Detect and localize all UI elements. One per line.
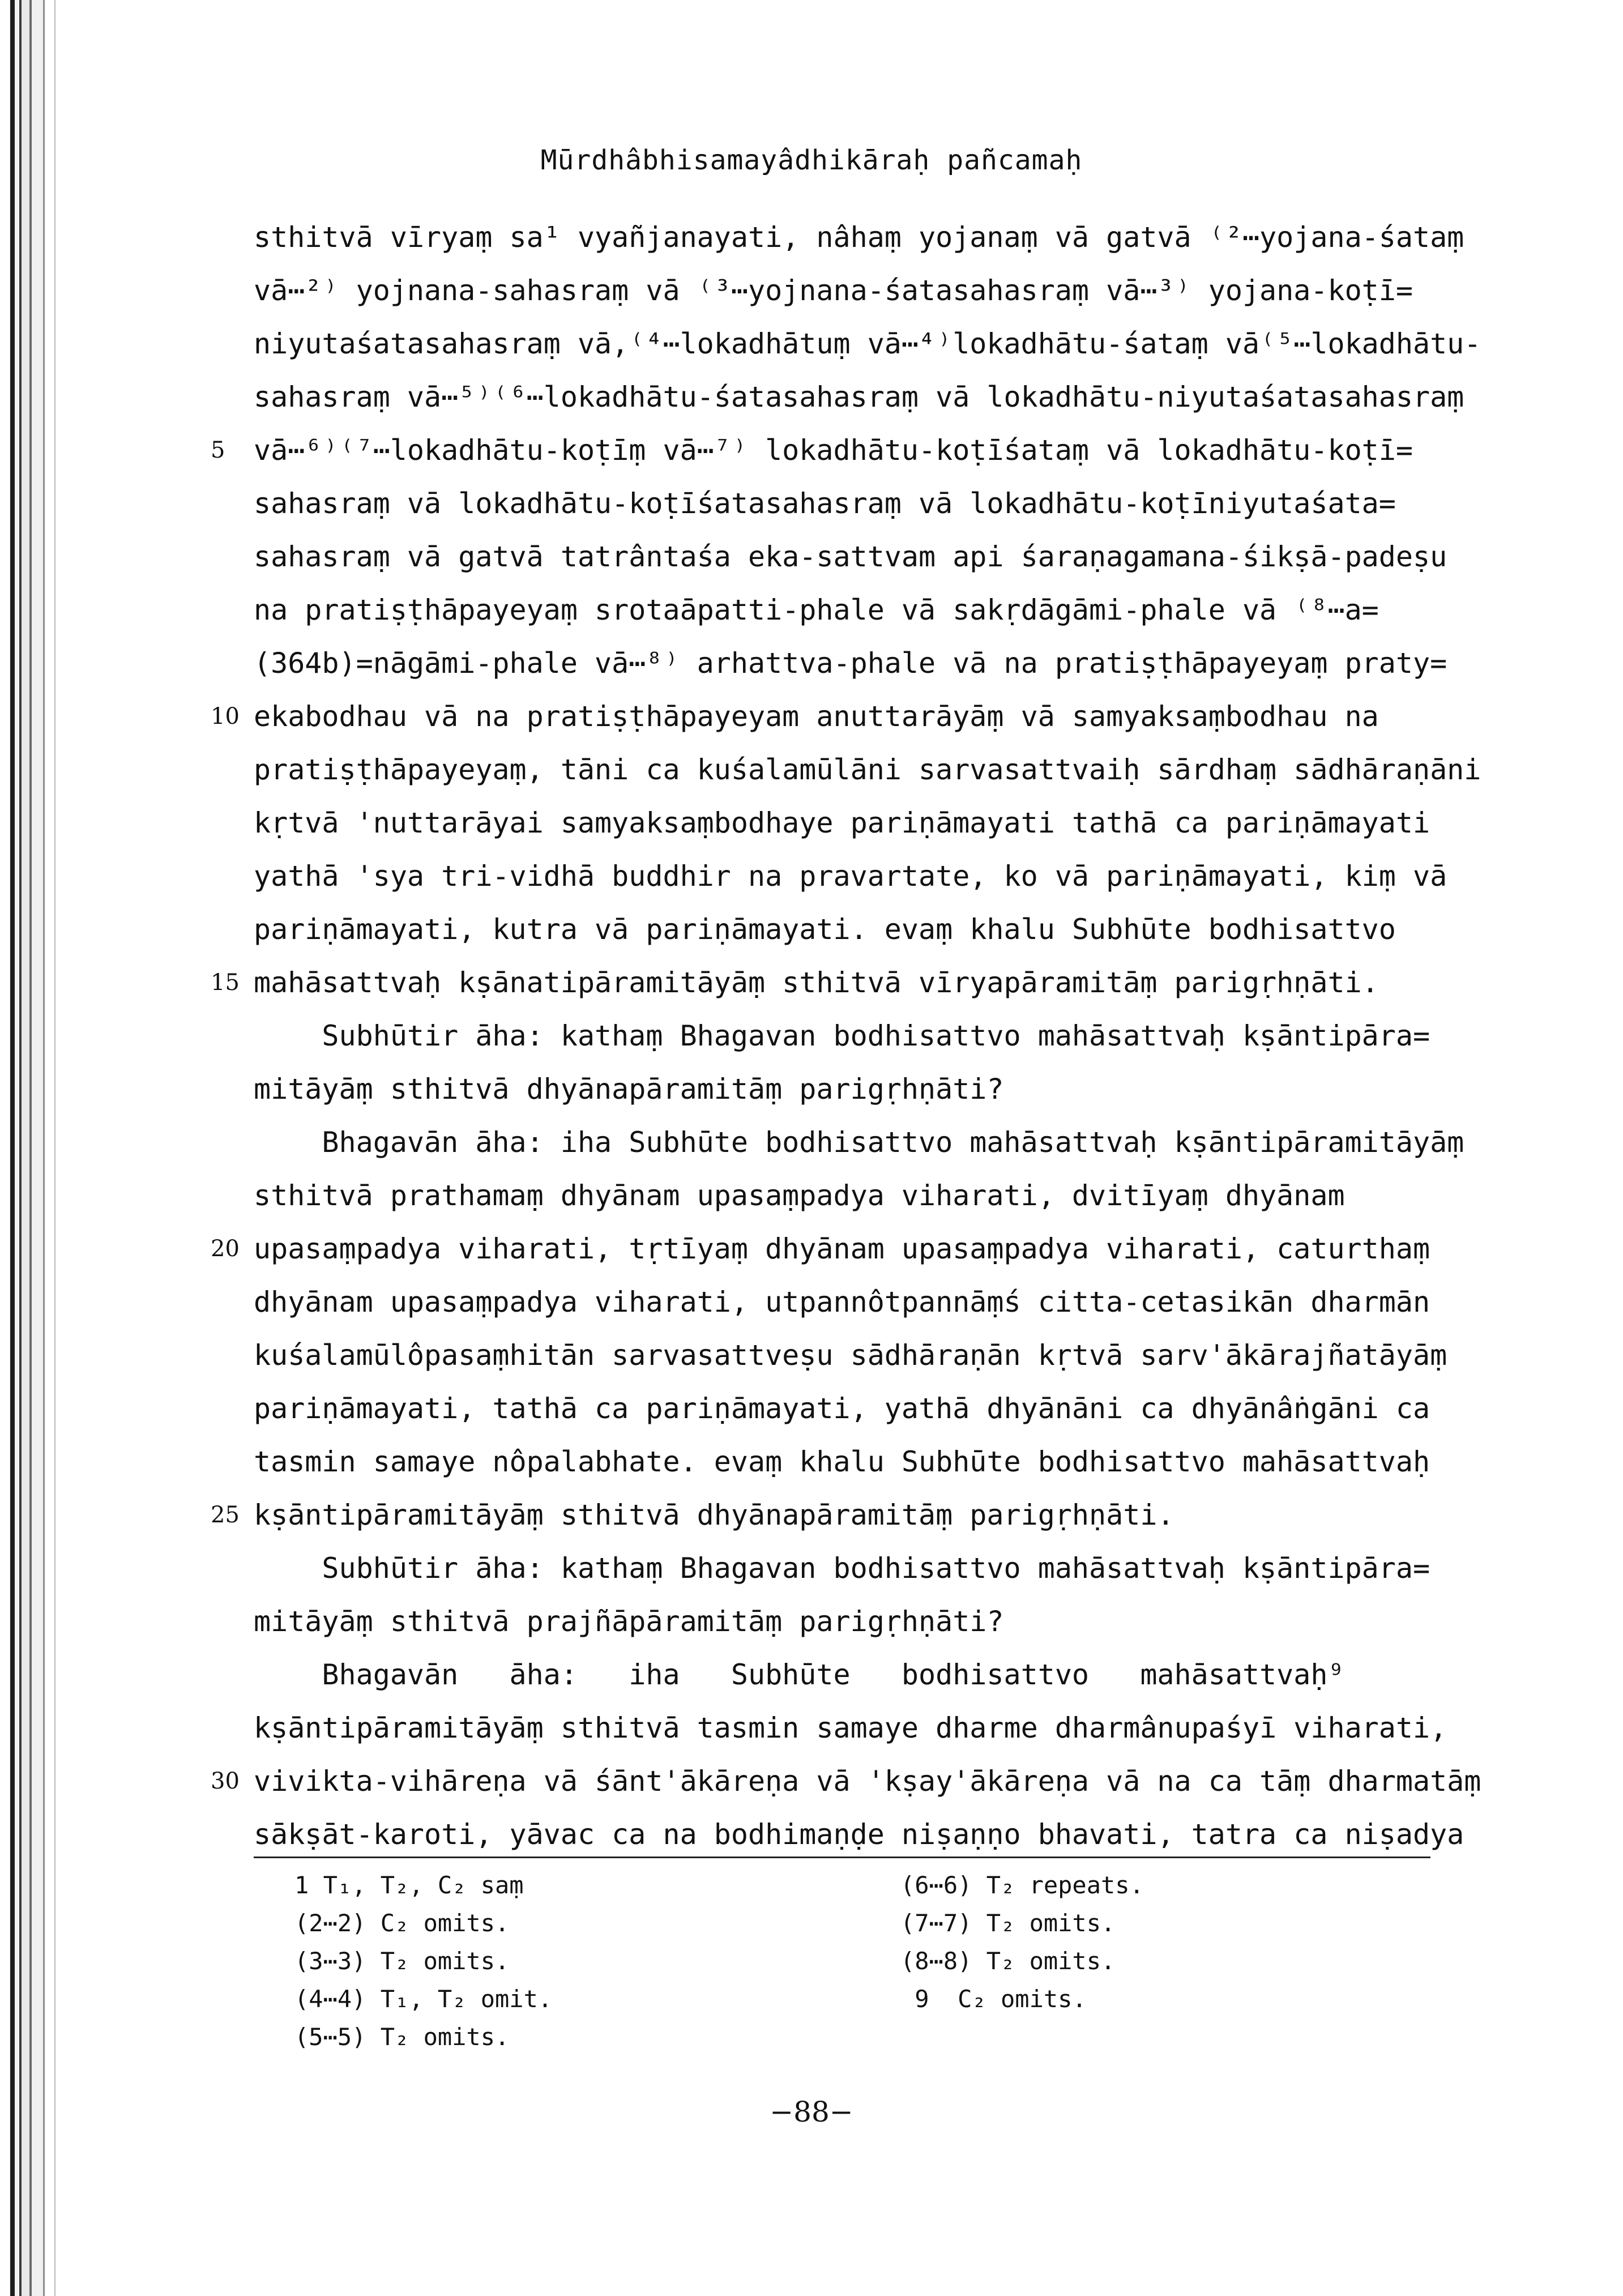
line-text: ekabodhau vā na pratiṣṭhāpayeyam anuttarāyāṃ vā samyaksaṃbodhau na: [254, 700, 1379, 733]
line-text: sahasraṃ vā lokadhātu-koṭīśatasahasraṃ vā lokadhātu-koṭīniyutaśata=: [254, 487, 1396, 520]
text-line: [254, 1116, 1464, 1169]
text-line: [254, 370, 1464, 424]
line-text: Bhagavān āha: iha Subhūte bodhisattvo mahāsattvaḥ kṣāntipāramitāyāṃ: [254, 1126, 1464, 1159]
text-line: [254, 903, 1430, 956]
line-text: tasmin samaye nôpalabhate. evaṃ khalu Subhūte bodhisattvo mahāsattvaḥ: [254, 1445, 1430, 1478]
text-line: [254, 583, 1430, 637]
text-line: [254, 530, 1447, 583]
running-head: Mūrdhâbhisamayâdhikāraḥ pañcamaḥ: [540, 144, 1083, 176]
text-line: [254, 1542, 1430, 1595]
line-text: pariṇāmayati, tathā ca pariṇāmayati, yathā dhyānāni ca dhyānâṅgāni ca: [254, 1392, 1430, 1425]
text-line: [254, 477, 1430, 530]
line-text: yathā 'sya tri-vidhā buddhir na pravartate, ko vā pariṇāmayati, kiṃ vā: [254, 860, 1447, 893]
line-text: dhyānam upasaṃpadya viharati, utpannôtpannāṃś citta-cetasikān dharmān: [254, 1286, 1430, 1318]
text-line: [254, 1701, 1447, 1755]
text-line: [211, 424, 1430, 477]
footnote-divider: [254, 1857, 1430, 1858]
text-line: [254, 796, 1430, 850]
text-line: [254, 211, 1464, 264]
footnotes-left-column: [294, 1866, 552, 2056]
text-line: [211, 690, 1430, 743]
text-line: [211, 1488, 1430, 1542]
text-line: [254, 1382, 1430, 1435]
line-text: kṛtvā 'nuttarāyai samyaksaṃbodhaye pariṇāmayati tathā ca pariṇāmayati: [254, 806, 1430, 839]
line-text: sahasraṃ vā⋯⁵⁾⁽⁶⋯lokadhātu-śatasahasraṃ vā lokadhātu-niyutaśatasahasraṃ: [254, 381, 1464, 413]
text-line: [211, 1222, 1430, 1275]
page-number: −88−: [770, 2096, 853, 2128]
line-text: na pratiṣṭhāpayeyaṃ srotaāpatti-phale vā sakṛdāgāmi-phale vā ⁽⁸⋯a=: [254, 594, 1379, 626]
line-text: mahāsattvaḥ kṣānatipāramitāyāṃ sthitvā vīryapāramitāṃ parigṛhṇāti.: [254, 966, 1379, 999]
text-line: [254, 1275, 1430, 1329]
line-number: 5: [211, 437, 225, 463]
line-text: mitāyāṃ sthitvā dhyānapāramitāṃ parigṛhṇāti?: [254, 1073, 1004, 1106]
line-text: vā⋯²⁾ yojnana-sahasraṃ vā ⁽³⋯yojnana-śatasahasraṃ vā⋯³⁾ yojana-koṭī=: [254, 274, 1413, 307]
footnote: (4⋯4) T₁, T₂ omit.: [294, 1985, 553, 2013]
line-number: 25: [211, 1502, 240, 1528]
text-line: [211, 1755, 1481, 1808]
footnote: (5⋯5) T₂ omits.: [294, 2023, 510, 2051]
line-text: sākṣāt-karoti, yāvac ca na bodhimaṇḍe niṣaṇṇo bhavati, tatra ca niṣadya: [254, 1818, 1464, 1851]
body-text: [211, 211, 1481, 1861]
footnote: (3⋯3) T₂ omits.: [294, 1947, 510, 1975]
line-text: sahasraṃ vā gatvā tatrântaśa eka-sattvam api śaraṇagamana-śikṣā-padeṣu: [254, 540, 1447, 573]
text-line: [254, 1435, 1430, 1488]
footnote: (7⋯7) T₂ omits.: [900, 1909, 1116, 1937]
line-text: kuśalamūlôpasaṃhitān sarvasattveṣu sādhāraṇān kṛtvā sarv'ākārajñatāyāṃ: [254, 1339, 1447, 1372]
footnote: (8⋯8) T₂ omits.: [900, 1947, 1116, 1975]
footnotes-right-column: [900, 1866, 1144, 2018]
text-line: [254, 1169, 1430, 1222]
text-line: [254, 1648, 1430, 1701]
text-line: [254, 1009, 1430, 1062]
line-text: mitāyāṃ sthitvā prajñāpāramitāṃ parigṛhṇāti?: [254, 1605, 1004, 1638]
line-text: vivikta-vihāreṇa vā śānt'ākāreṇa vā 'kṣay'ākāreṇa vā na ca tāṃ dharmatāṃ: [254, 1765, 1481, 1798]
footnote: 9 C₂ omits.: [900, 1985, 1087, 2013]
text-line: [211, 956, 1430, 1009]
line-number: 20: [211, 1236, 240, 1262]
line-text: kṣāntipāramitāyāṃ sthitvā tasmin samaye dharme dharmânupaśyī viharati,: [254, 1712, 1447, 1744]
line-text: niyutaśatasahasraṃ vā,⁽⁴⋯lokadhātuṃ vā⋯⁴⁾lokadhātu-śataṃ vā⁽⁵⋯lokadhātu-: [254, 327, 1481, 360]
footnote: (2⋯2) C₂ omits.: [294, 1909, 510, 1937]
text-line: [254, 1808, 1464, 1861]
footnote: (6⋯6) T₂ repeats.: [900, 1871, 1144, 1899]
text-line: [254, 850, 1447, 903]
line-text: Subhūtir āha: kathaṃ Bhagavan bodhisattvo mahāsattvaḥ kṣāntipāra=: [254, 1552, 1430, 1585]
text-line: [254, 317, 1481, 370]
line-number: 15: [211, 970, 240, 996]
line-text: upasaṃpadya viharati, tṛtīyaṃ dhyānam upasaṃpadya viharati, caturthaṃ: [254, 1232, 1430, 1265]
line-text: pratiṣṭhāpayeyaṃ, tāni ca kuśalamūlāni sarvasattvaiḥ sārdhaṃ sādhāraṇāni: [254, 753, 1481, 786]
text-line: [254, 1329, 1447, 1382]
text-line: [254, 743, 1481, 796]
line-text: kṣāntipāramitāyāṃ sthitvā dhyānapāramitāṃ parigṛhṇāti.: [254, 1499, 1174, 1531]
text-line: [254, 1062, 1430, 1116]
line-number: 10: [211, 703, 240, 729]
text-line: [254, 264, 1430, 317]
line-text: pariṇāmayati, kutra vā pariṇāmayati. evaṃ khalu Subhūte bodhisattvo: [254, 913, 1396, 946]
book-binding-edge: [0, 0, 68, 2296]
line-text: Bhagavān āha: iha Subhūte bodhisattvo mahāsattvaḥ⁹: [254, 1658, 1345, 1691]
line-number: 30: [211, 1768, 240, 1794]
line-text: Subhūtir āha: kathaṃ Bhagavan bodhisattvo mahāsattvaḥ kṣāntipāra=: [254, 1019, 1430, 1052]
text-line: [254, 1595, 1430, 1648]
line-text: sthitvā vīryaṃ sa¹ vyañjanayati, nâhaṃ yojanaṃ vā gatvā ⁽²⋯yojana-śataṃ: [254, 221, 1464, 254]
footnote: 1 T₁, T₂, C₂ saṃ: [294, 1871, 524, 1899]
line-text: sthitvā prathamaṃ dhyānam upasaṃpadya viharati, dvitīyaṃ dhyānam: [254, 1179, 1345, 1212]
line-text: vā⋯⁶⁾⁽⁷⋯lokadhātu-koṭīṃ vā⋯⁷⁾ lokadhātu-koṭīśataṃ vā lokadhātu-koṭī=: [254, 434, 1413, 467]
line-text: (364b)=nāgāmi-phale vā⋯⁸⁾ arhattva-phale vā na pratiṣṭhāpayeyaṃ praty=: [254, 647, 1447, 680]
text-line: [254, 637, 1447, 690]
